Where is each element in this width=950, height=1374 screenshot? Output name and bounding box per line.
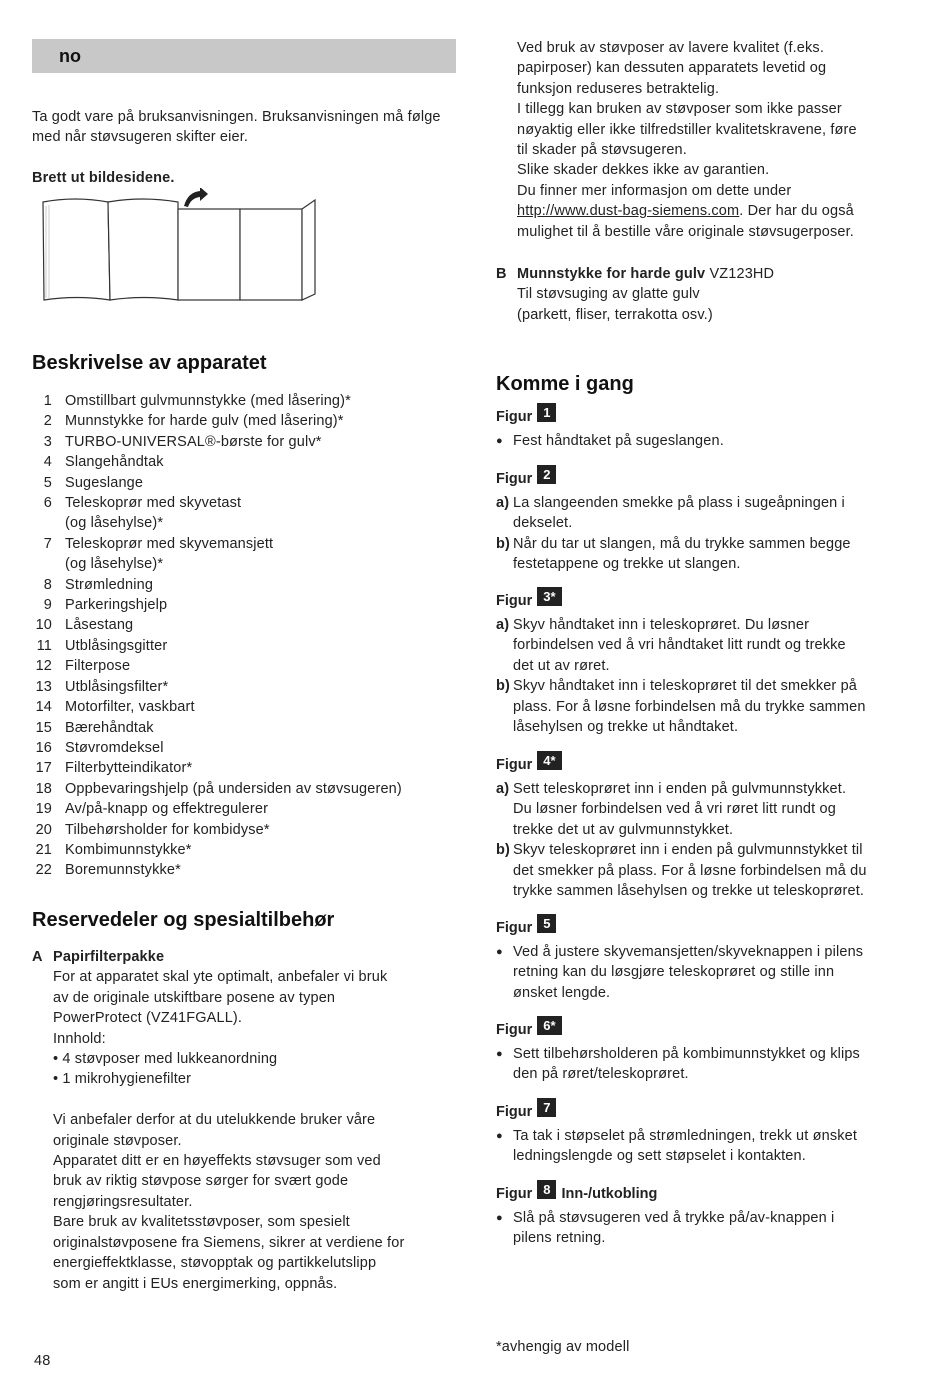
parts-list-number: 10 <box>35 617 52 634</box>
parts-list-text: Av/på-knapp og effektregulerer <box>65 801 269 818</box>
parts-list-number: 12 <box>35 658 52 675</box>
parts-list-number: 7 <box>43 535 52 552</box>
figure-text-line: forbindelsen ved å vri håndtaket litt rundt og trekke <box>513 637 846 654</box>
parts-list-number: 6 <box>43 495 52 512</box>
step-marker: b) <box>496 842 510 859</box>
parts-list-text: Støvromdeksel <box>65 739 164 756</box>
figure-bullet-text <box>513 1044 860 1085</box>
fold-instruction: Brett ut bildesidene. <box>32 170 175 186</box>
figure-step <box>496 493 926 534</box>
figure-body <box>496 493 926 575</box>
parts-list-item <box>32 738 462 758</box>
step-marker: a) <box>496 617 510 633</box>
figure-text-line: Skyv håndtaket inn i teleskoprøret til det smekker på <box>513 678 858 695</box>
description-heading: Beskrivelse av apparatet <box>32 352 267 374</box>
figure-text-line: trykke sammen låsehylsen og trekke ut teleskoprøret. <box>513 883 865 900</box>
book-page-right <box>108 199 178 300</box>
figure-bullet-text <box>513 1208 834 1249</box>
parts-list-text: TURBO-UNIVERSAL®-børste for gulv* <box>65 433 322 450</box>
figure-label: Figur <box>496 919 533 936</box>
parts-list-item <box>32 575 462 595</box>
figure-text-line: Når du tar ut slangen, må du trykke sammen begge <box>513 535 851 552</box>
spare-part-a-title: Papirfilterpakke <box>53 949 165 965</box>
parts-list-text: Låsestang <box>65 617 134 634</box>
parts-list-text: Omstillbart gulvmunnstykke (med låsering)* <box>65 393 351 409</box>
parts-list-item <box>32 779 462 799</box>
parts-list-text: Motorfilter, vaskbart <box>65 699 195 716</box>
spare-part-a-line: energieffektklasse, støvopptak og partikkelutslipp <box>53 1255 377 1272</box>
figure-text-line: festetappene og trekke ut slangen. <box>513 556 741 573</box>
figure-text-line: Ta tak i støpselet på strømledningen, trekk ut ønsket <box>513 1128 858 1144</box>
parts-list-number: 13 <box>35 678 52 695</box>
figure-step <box>496 615 926 676</box>
parts-list-text: (og låsehylse)* <box>65 556 164 573</box>
spare-parts-heading: Reservedeler og spesialtilbehør <box>32 909 335 931</box>
parts-list-item <box>32 718 462 738</box>
parts-list-text: Filterbytteindikator* <box>65 760 193 777</box>
parts-list-item <box>32 534 462 554</box>
parts-list-text: (og låsehylse)* <box>65 515 164 532</box>
figure-bullet-text <box>513 1126 857 1167</box>
parts-list-text: Teleskoprør med skyvemansjett <box>65 535 274 552</box>
parts-list-number <box>32 513 52 533</box>
figure-text-line: Sett tilbehørsholderen på kombimunnstykket og klips <box>513 1046 860 1062</box>
spare-part-b-line: (parkett, fliser, terrakotta osv.) <box>517 306 713 323</box>
figure-body <box>496 942 926 1003</box>
figure-text-line: Sett teleskoprøret inn i enden på gulvmunnstykket. <box>513 781 847 797</box>
parts-list-text: Filterpose <box>65 658 131 675</box>
bullet-icon: ● <box>496 1130 503 1142</box>
step-marker: b) <box>496 535 510 552</box>
figure-heading <box>496 469 556 488</box>
spare-part-a-line: For at apparatet skal yte optimalt, anbefaler vi bruk <box>53 969 388 986</box>
parts-list-number: 9 <box>43 597 52 614</box>
figure-heading <box>496 591 562 610</box>
foldout-panel-1 <box>178 209 240 300</box>
parts-list-number: 17 <box>35 760 52 777</box>
spare-part-a-continued-line: Du finner mer informasjon om dette under <box>517 182 792 199</box>
bullet-icon: ● <box>496 1048 503 1060</box>
figure-text-line: låsehylsen og trekke ut håndtaket. <box>513 719 739 736</box>
figure-text-line: Fest håndtaket på sugeslangen. <box>513 433 724 449</box>
figure-step-text <box>513 615 846 676</box>
unfold-arrow-icon <box>184 188 208 207</box>
figure-text-line: pilens retning. <box>513 1230 606 1247</box>
parts-list-item <box>32 799 462 819</box>
parts-list-item <box>32 677 462 697</box>
parts-list-text: Utblåsingsgitter <box>65 637 168 654</box>
parts-list-item <box>32 554 462 574</box>
figure-heading <box>496 1184 657 1203</box>
figure-step-text <box>513 676 866 737</box>
foldout-panel-edge <box>302 200 315 300</box>
parts-list-number: 4 <box>43 454 52 471</box>
parts-list-item <box>32 595 462 615</box>
figure-text-line: den på røret/teleskoprøret. <box>513 1066 689 1083</box>
spare-part-a-line: Innhold: <box>53 1030 106 1047</box>
spare-part-a-continued-line: funksjon reduseres betraktelig. <box>517 80 720 97</box>
spare-part-a-line: PowerProtect (VZ41FGALL). <box>53 1010 243 1027</box>
figure-title: Inn-/utkobling <box>561 1185 658 1202</box>
figure-text-line: Skyv håndtaket inn i teleskoprøret. Du løsner <box>513 617 810 633</box>
figure-heading <box>496 407 556 426</box>
spare-part-a-line: Vi anbefaler derfor at du utelukkende bruker våre <box>53 1112 376 1129</box>
spare-part-b <box>496 264 926 325</box>
link-suffix-text: . Der har du også <box>739 203 854 220</box>
parts-list-number: 3 <box>43 433 52 450</box>
bullet-icon: ● <box>496 435 503 447</box>
figure-text-line: La slangeenden smekke på plass i sugeåpningen i <box>513 495 845 511</box>
spare-part-b-line: Til støvsuging av glatte gulv <box>517 286 700 303</box>
spare-part-a-continued-line: nøyaktig eller ikke tilfredstiller kvalitetskravene, føre <box>517 121 857 138</box>
spare-part-a-line: Apparatet ditt er en høyeffekts støvsuger som ved <box>53 1153 381 1170</box>
spare-part-a-line: originalstøvposene fra Siemens, sikrer at verdiene for <box>53 1234 405 1251</box>
bullet-icon: ● <box>496 1212 503 1224</box>
figure-number-badge: 7 <box>537 1098 556 1117</box>
figure-body <box>496 1208 926 1249</box>
parts-list-item <box>32 615 462 635</box>
figure-label: Figur <box>496 1185 533 1202</box>
figure-text-line: Ved å justere skyvemansjetten/skyveknappen i pilens <box>513 944 864 960</box>
parts-list-number: 5 <box>43 474 52 491</box>
figure-heading <box>496 755 562 774</box>
parts-list-number: 22 <box>35 862 52 879</box>
parts-list-item <box>32 697 462 717</box>
spare-part-b-description <box>496 284 926 325</box>
figure-label: Figur <box>496 1103 533 1120</box>
spare-part-a-line: • 4 støvposer med lukkeanordning <box>53 1051 278 1068</box>
figure-step <box>496 840 926 901</box>
parts-list-item <box>32 452 462 472</box>
figure-step-text <box>513 534 851 575</box>
figure-number-badge: 8 <box>537 1180 556 1199</box>
parts-list-item <box>32 758 462 778</box>
figure-bullet-text <box>513 431 724 451</box>
spare-part-a <box>32 947 462 1294</box>
figure-text-line: Skyv teleskoprøret inn i enden på gulvmunnstykket til <box>513 842 863 859</box>
parts-list-number: 15 <box>35 719 52 736</box>
figure-bullet-item <box>496 1044 926 1085</box>
figure-heading <box>496 1020 562 1039</box>
dust-bag-link[interactable]: http://www.dust-bag-siemens.com <box>517 203 740 220</box>
figure-heading <box>496 1102 556 1121</box>
figure-label: Figur <box>496 756 533 773</box>
parts-list-text: Strømledning <box>65 576 154 593</box>
figure-text-line: Slå på støvsugeren ved å trykke på/av-knappen i <box>513 1210 835 1226</box>
parts-list-item <box>32 432 462 452</box>
figure-bullet-item <box>496 942 926 1003</box>
parts-list-number: 21 <box>35 841 52 858</box>
parts-list-number <box>32 554 52 574</box>
foldout-panel-2 <box>240 209 302 300</box>
figure-step <box>496 534 926 575</box>
parts-list-text: Parkeringshjelp <box>65 597 168 614</box>
spare-part-a-continued-line: Ved bruk av støvposer av lavere kvalitet (f.eks. <box>517 40 824 56</box>
parts-list <box>32 391 462 881</box>
language-header-bar <box>32 39 456 73</box>
figure-bullet-item <box>496 1208 926 1249</box>
figure-heading <box>496 918 556 937</box>
parts-list-item <box>32 840 462 860</box>
figure-step <box>496 676 926 737</box>
figure-text-line: plass. For å løsne forbindelsen må du trykke sammen <box>513 698 866 715</box>
figure-step-text <box>513 779 846 840</box>
figure-text-line: det ut av røret. <box>513 657 610 674</box>
parts-list-item <box>32 513 462 533</box>
parts-list-number: 2 <box>43 413 52 430</box>
parts-list-item <box>32 391 462 411</box>
getting-started-heading: Komme i gang <box>496 373 634 395</box>
figure-step-text <box>513 840 867 901</box>
parts-list-text: Slangehåndtak <box>65 454 164 471</box>
figure-body <box>496 1044 926 1085</box>
spare-part-a-line: bruk av riktig støvpose sørger for svært gode <box>53 1173 349 1190</box>
parts-list-item <box>32 820 462 840</box>
figure-bullet-item <box>496 1126 926 1167</box>
parts-list-number: 1 <box>43 393 52 409</box>
figure-text-line: trekke det ut av gulvmunnstykket. <box>513 821 734 838</box>
parts-list-number: 8 <box>43 576 52 593</box>
figure-number-badge: 2 <box>537 465 556 484</box>
figure-text-line: det smekker på plass. For å løsne forbindelsen må du <box>513 862 867 879</box>
figure-bullet-item <box>496 431 926 451</box>
figure-label: Figur <box>496 1021 533 1038</box>
figure-text-line: ønsket lengde. <box>513 984 611 1001</box>
spare-part-a-line: • 1 mikrohygienefilter <box>53 1071 192 1088</box>
spare-part-b-letter: B <box>496 266 507 282</box>
figure-number-badge: 6* <box>537 1016 561 1035</box>
page-number: 48 <box>34 1353 51 1369</box>
parts-list-text: Sugeslange <box>65 474 144 491</box>
parts-list-number: 16 <box>35 739 52 756</box>
spare-part-a-continued-line: I tillegg kan bruken av støvposer som ikke passer <box>517 101 842 118</box>
parts-list-item <box>32 656 462 676</box>
spare-part-a-continued-line: papirposer) kan dessuten apparatets levetid og <box>517 60 827 77</box>
figure-body <box>496 1126 926 1167</box>
spare-part-b-title: Munnstykke for harde gulv <box>517 266 706 282</box>
figure-text-line: retning kan du løsgjøre teleskoprøret og stille inn <box>513 964 835 981</box>
spare-part-a-line: av de originale utskiftbare posene av typen <box>53 989 336 1006</box>
spare-part-a-line: som er angitt i EUs energimerking, oppnås. <box>53 1275 338 1292</box>
parts-list-item <box>32 636 462 656</box>
spare-part-a-description <box>32 967 462 1294</box>
footnote: *avhengig av modell <box>496 1339 630 1355</box>
parts-list-text: Boremunnstykke* <box>65 862 181 879</box>
figure-body <box>496 779 926 901</box>
spare-part-a-continued-line: til skader på støvsugeren. <box>517 142 687 159</box>
spare-part-a-continued <box>517 38 937 242</box>
spare-part-b-code: VZ123HD <box>709 266 775 282</box>
spare-part-a-continued-line: Slike skader dekkes ikke av garantien. <box>517 162 770 179</box>
step-marker: a) <box>496 495 510 511</box>
spare-part-a-line: Bare bruk av kvalitetsstøvposer, som spesielt <box>53 1214 350 1231</box>
parts-list-item <box>32 493 462 513</box>
figure-number-badge: 1 <box>537 403 556 422</box>
parts-list-number: 19 <box>35 801 52 818</box>
parts-list-item <box>32 411 462 431</box>
spare-part-a-line: rengjøringsresultater. <box>53 1193 193 1210</box>
fold-out-pages-illustration <box>40 188 320 306</box>
bullet-icon: ● <box>496 946 503 958</box>
parts-list-number: 18 <box>35 780 52 797</box>
figure-bullet-text <box>513 942 863 1003</box>
book-page-left <box>43 199 110 300</box>
figure-label: Figur <box>496 592 533 609</box>
figure-number-badge: 4* <box>537 751 561 770</box>
parts-list-text: Oppbevaringshjelp (på undersiden av støvsugeren) <box>65 780 402 797</box>
step-marker: a) <box>496 781 510 797</box>
figure-text-line: ledningslengde og sett støpselet i kontakten. <box>513 1148 806 1165</box>
parts-list-text: Tilbehørsholder for kombidyse* <box>65 821 270 838</box>
spare-part-a-line <box>53 1090 462 1110</box>
intro-paragraph: Ta godt vare på bruksanvisningen. Bruksanvisningen må følge med når støvsugeren skifter eier. <box>32 109 441 146</box>
spare-part-a-letter: A <box>32 949 43 965</box>
parts-list-item <box>32 860 462 880</box>
parts-list-text: Utblåsingsfilter* <box>65 678 169 695</box>
figure-step-text <box>513 493 845 534</box>
language-code: no <box>59 46 81 66</box>
parts-list-number: 11 <box>36 637 52 654</box>
figure-body <box>496 431 926 451</box>
parts-list-number: 20 <box>35 821 52 838</box>
spare-part-a-final-line: mulighet til å bestille våre originale støvsugerposer. <box>517 223 854 240</box>
parts-list-text: Kombimunnstykke* <box>65 841 192 858</box>
parts-list-text: Bærehåndtak <box>65 719 154 736</box>
spare-part-a-line: originale støvposer. <box>53 1132 182 1149</box>
parts-list-text: Teleskoprør med skyvetast <box>65 495 242 512</box>
figure-label: Figur <box>496 470 533 487</box>
parts-list-number: 14 <box>35 699 52 716</box>
figure-step <box>496 779 926 840</box>
figure-number-badge: 3* <box>537 587 561 606</box>
figure-body <box>496 615 926 737</box>
parts-list-text: Munnstykke for harde gulv (med låsering)* <box>65 413 344 430</box>
figure-label: Figur <box>496 408 533 425</box>
figure-text-line: dekselet. <box>513 515 573 532</box>
figure-number-badge: 5 <box>537 914 556 933</box>
step-marker: b) <box>496 678 510 695</box>
intro-text <box>32 107 457 148</box>
figure-text-line: Du løsner forbindelsen ved å vri røret litt rundt og <box>513 801 836 818</box>
parts-list-item <box>32 473 462 493</box>
